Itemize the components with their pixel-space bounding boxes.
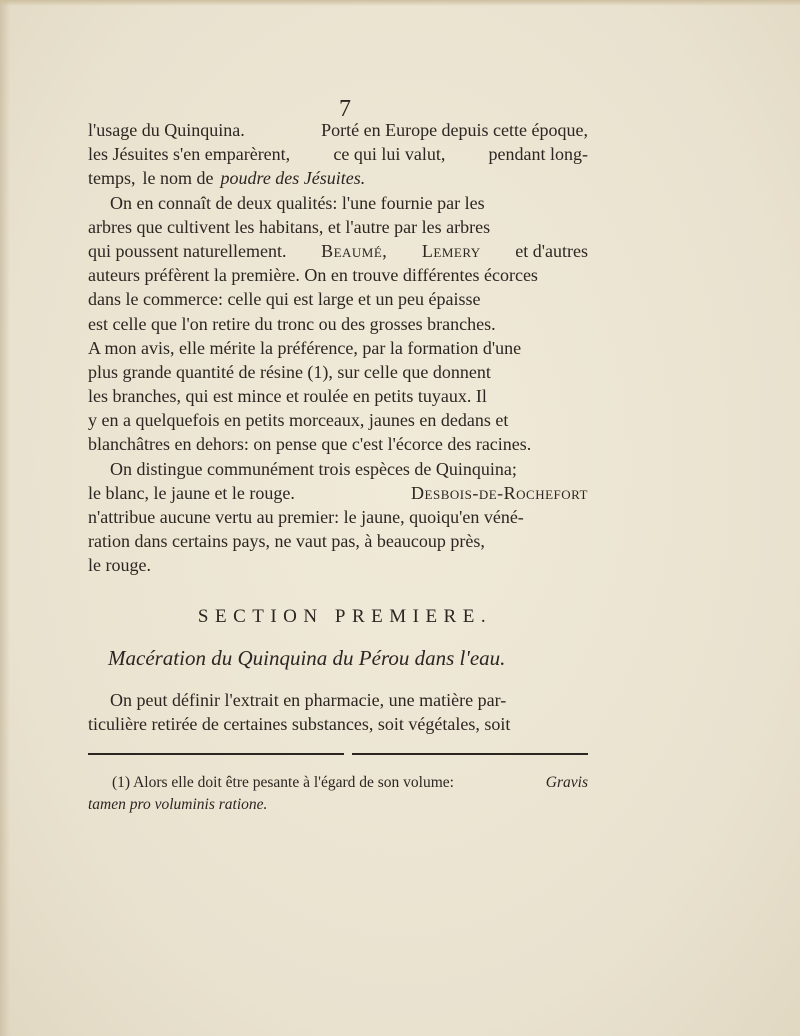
text-fragment: l'usage du Quinquina. (88, 120, 245, 140)
text-line (88, 688, 588, 712)
text-line (88, 263, 588, 287)
text-fragment: On peut définir l'extrait en pharmacie, une matière par- (110, 690, 507, 710)
author-name: Beaumé, (321, 240, 388, 261)
footnote-divider (88, 753, 344, 755)
text-line (88, 505, 588, 529)
text-line (88, 360, 588, 384)
text-line (88, 287, 588, 311)
text-line (88, 118, 588, 142)
footnote-line (88, 794, 588, 816)
text-fragment: temps, (88, 168, 136, 189)
text-fragment: le nom de (142, 168, 214, 189)
text-fragment: pendant long- (488, 144, 588, 165)
italic-phrase: Gravis (545, 774, 588, 791)
text-fragment: le blanc, le jaune et le rouge. (88, 482, 295, 503)
page-edge-left (0, 0, 10, 1036)
footnote-divider (352, 753, 588, 755)
text-line (88, 457, 588, 481)
footnote (88, 772, 588, 816)
text-line (88, 312, 588, 336)
text-line (88, 408, 588, 432)
text-line (88, 553, 588, 577)
text-line (88, 384, 588, 408)
text-fragment: blanchâtres en dehors: on pense que c'est l'écorce des racines. (88, 434, 532, 455)
page-edge-top (0, 0, 800, 6)
text-line (88, 215, 588, 239)
text-fragment: Porté en Europe depuis cette époque, (321, 120, 588, 140)
text-line (88, 432, 588, 456)
text-fragment: On en connaît de deux qualités: l'une fournie par les (110, 192, 485, 213)
text-fragment: plus grande quantité de résine (1), sur celle que donnent (88, 361, 491, 382)
text-line (88, 336, 588, 360)
page-number: 7 (339, 96, 351, 122)
italic-phrase: tamen pro voluminis ratione. (88, 796, 268, 813)
text-fragment: les branches, qui est mince et roulée en petits tuyaux. Il (88, 386, 487, 407)
text-line (88, 481, 588, 505)
text-line (88, 142, 588, 166)
author-name: Lemery (421, 240, 481, 261)
text-fragment: les Jésuites s'en emparèrent, (88, 144, 291, 165)
text-fragment: ce qui lui valut, (333, 144, 446, 165)
section-text-block (88, 688, 588, 736)
text-fragment: ticulière retirée de certaines substances, soit végétales, soit (88, 714, 511, 735)
text-line (88, 239, 588, 263)
text-fragment: arbres que cultivent les habitans, et l'autre par les arbres (88, 216, 491, 237)
section-subtitle: Macération du Quinquina du Pérou dans l'eau. (108, 646, 506, 670)
text-line (88, 712, 588, 736)
text-fragment: est celle que l'on retire du tronc ou des grosses branches. (88, 313, 496, 334)
text-line (88, 166, 588, 190)
text-fragment: On distingue communément trois espèces de Quinquina; (110, 458, 517, 479)
text-fragment: le rouge. (88, 555, 151, 576)
text-fragment: et d'autres (515, 240, 588, 261)
text-fragment: y en a quelquefois en petits morceaux, jaunes en dedans et (88, 410, 509, 431)
text-fragment: dans le commerce: celle qui est large et un peu épaisse (88, 289, 481, 310)
text-fragment: (1) Alors elle doit être pesante à l'égard de son volume: (112, 774, 454, 791)
footnote-line (88, 772, 588, 794)
text-fragment: ration dans certains pays, ne vaut pas, à beaucoup près, (88, 531, 485, 552)
text-fragment: A mon avis, elle mérite la préférence, par la formation d'une (88, 337, 522, 358)
text-line (88, 529, 588, 553)
text-fragment: auteurs préfèrent la première. On en trouve différentes écorces (88, 265, 538, 286)
text-fragment: qui poussent naturellement. (88, 240, 287, 261)
author-name: Desbois-de-Rochefort (411, 482, 588, 503)
text-fragment: n'attribue aucune vertu au premier: le jaune, quoiqu'en véné- (88, 507, 524, 527)
main-text-block (88, 118, 588, 578)
section-title: SECTION PREMIERE. (197, 606, 493, 627)
italic-phrase: poudre des Jésuites. (220, 168, 366, 189)
text-line (88, 191, 588, 215)
